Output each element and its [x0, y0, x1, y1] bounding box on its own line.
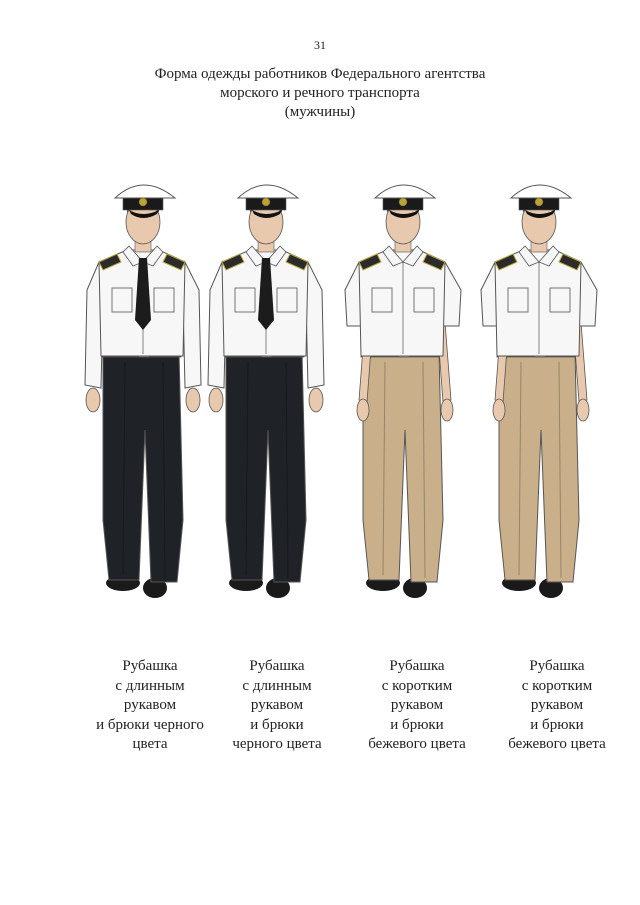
cap-crown: [115, 185, 175, 198]
caption-line: Рубашка: [389, 658, 445, 674]
right-sleeve: [183, 262, 201, 388]
uniform-figure-2: [208, 185, 324, 598]
title-line-3: (мужчины): [284, 104, 356, 120]
caption-line: рукавом: [250, 697, 304, 713]
right-pocket: [154, 288, 174, 312]
uniform-figure-3: [345, 185, 461, 598]
cap-crown: [511, 185, 571, 198]
caption-line: и брюки: [390, 716, 444, 733]
cap-badge: [535, 198, 543, 206]
caption-line: Рубашка: [529, 658, 585, 674]
caption-line: бежевого цвета: [508, 736, 606, 752]
caption-line: и брюки: [250, 716, 304, 733]
caption-line: с длинным: [242, 677, 312, 694]
caption-line: с коротким: [381, 677, 453, 694]
page-number: 31: [314, 38, 326, 52]
left-hand: [86, 388, 100, 412]
caption-line: бежевого цвета: [368, 736, 466, 752]
right-hand: [309, 388, 323, 412]
trousers: [499, 352, 579, 582]
right-sleeve: [306, 262, 324, 388]
left-hand: [493, 399, 505, 421]
caption-line: с коротким: [521, 677, 593, 694]
title-line-1: Форма одежды работников Федерального агентства: [154, 66, 486, 82]
right-hand: [186, 388, 200, 412]
right-hand: [441, 399, 453, 421]
trousers: [103, 352, 183, 582]
cap-crown: [375, 185, 435, 198]
left-pocket: [372, 288, 392, 312]
cap-badge: [139, 198, 147, 206]
caption-line: цвета: [132, 736, 168, 752]
right-pocket: [277, 288, 297, 312]
caption-line: рукавом: [390, 697, 444, 713]
cap-badge: [399, 198, 407, 206]
left-hand: [209, 388, 223, 412]
caption-line: и брюки: [530, 716, 584, 733]
caption-line: рукавом: [530, 697, 584, 713]
caption-figure-2: [197, 657, 357, 755]
right-hand: [577, 399, 589, 421]
caption-line: с длинным: [115, 677, 185, 694]
left-pocket: [508, 288, 528, 312]
uniform-figure-4: [481, 185, 597, 598]
trousers: [363, 352, 443, 582]
left-pocket: [235, 288, 255, 312]
title-line-2: морского и речного транспорта: [220, 85, 420, 101]
uniform-figure-1: [85, 185, 201, 598]
trousers: [226, 352, 306, 582]
right-pocket: [550, 288, 570, 312]
caption-line: Рубашка: [122, 658, 178, 674]
cap-crown: [238, 185, 298, 198]
caption-line: Рубашка: [249, 658, 305, 674]
caption-line: рукавом: [123, 697, 177, 713]
left-hand: [357, 399, 369, 421]
caption-figure-3: [337, 657, 497, 755]
caption-figure-4: [477, 657, 637, 755]
right-pocket: [414, 288, 434, 312]
left-pocket: [112, 288, 132, 312]
caption-line: черного цвета: [232, 736, 322, 752]
cap-badge: [262, 198, 270, 206]
caption-line: и брюки черного: [96, 716, 204, 733]
